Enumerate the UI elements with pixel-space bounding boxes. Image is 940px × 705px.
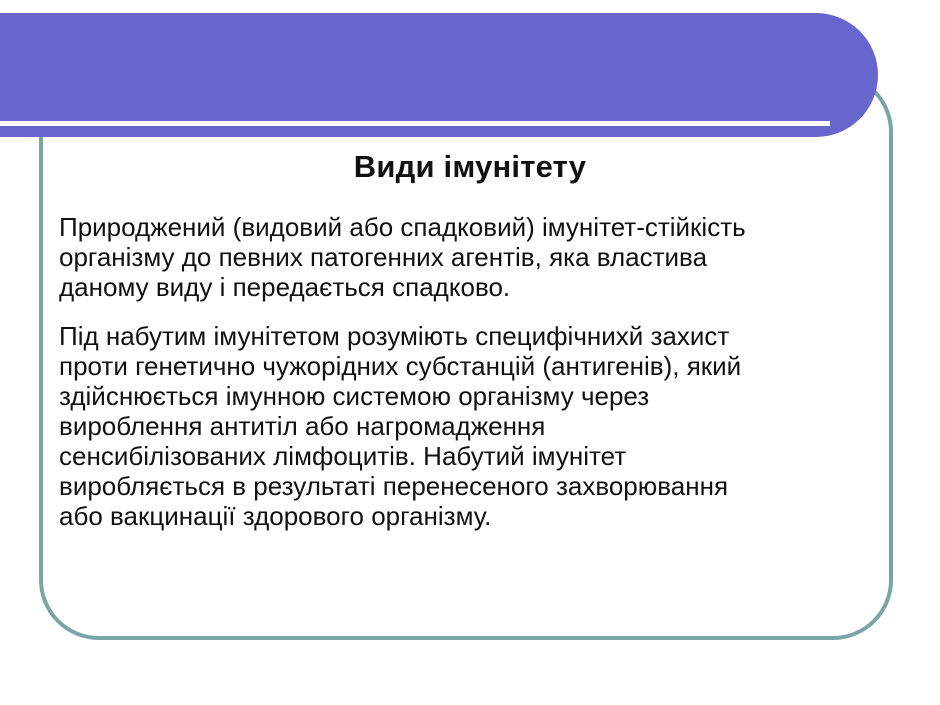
- paragraph-acquired-immunity: [59, 321, 889, 531]
- header-banner: [0, 13, 878, 137]
- text-line: сенсибілізованих лімфоцитів. Набутий імунітет: [59, 441, 627, 471]
- text-line: здійснюється імунною системою організму через: [59, 381, 650, 411]
- text-line: Під набутим імунітетом розуміють специфічнихй захист: [59, 321, 730, 351]
- banner-divider: [0, 121, 830, 126]
- text-line: виробляється в результаті перенесеного захворювання: [59, 471, 729, 501]
- slide-title: Види імунітету: [353, 149, 587, 184]
- text-line: Природжений (видовий або спадковий) імунітет-стійкість: [59, 212, 746, 242]
- slide-body: [59, 212, 889, 531]
- text-line: проти генетично чужорідних субстанцій (антигенів), який: [59, 351, 742, 381]
- text-line: або вакцинації здорового організму.: [59, 501, 492, 531]
- paragraph-innate-immunity: [59, 212, 889, 302]
- text-line: організму до певних патогенних агентів, яка властива: [59, 242, 708, 272]
- text-line: даному виду і передається спадково.: [59, 272, 511, 302]
- text-line: вироблення антитіл або нагромадження: [59, 411, 546, 441]
